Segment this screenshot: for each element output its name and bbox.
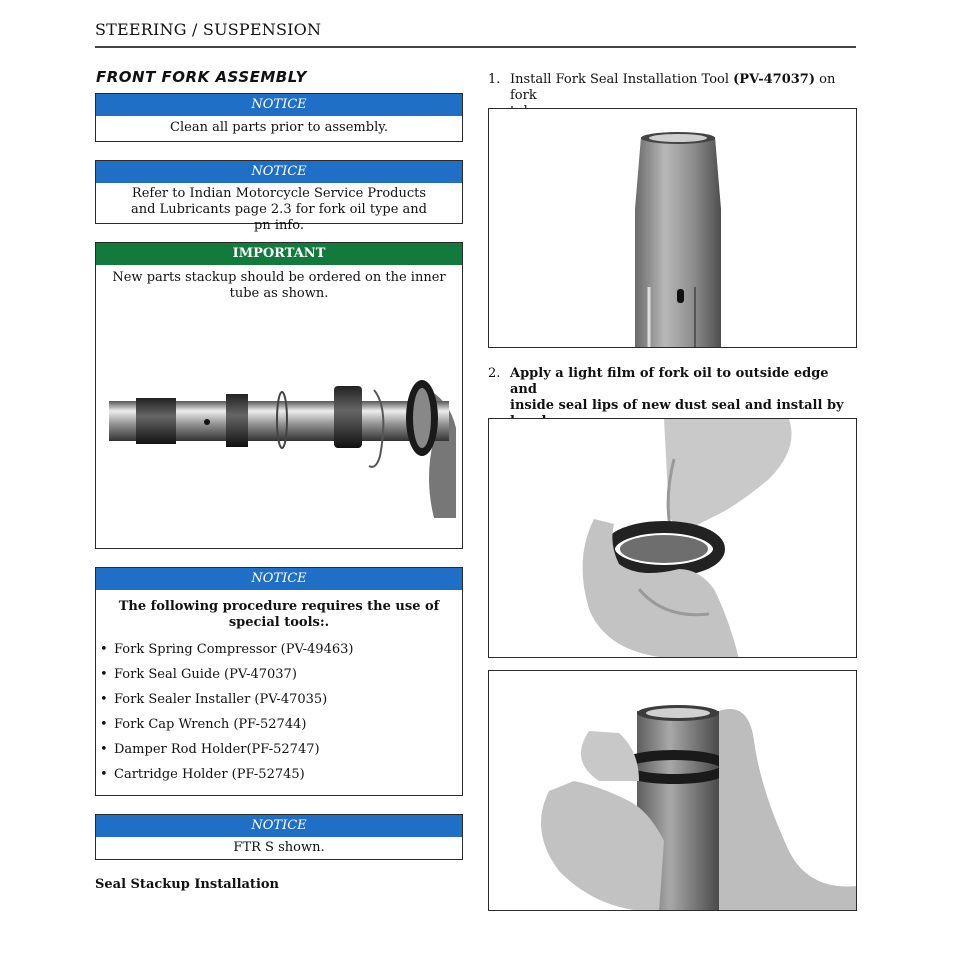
list-item: • Fork Sealer Installer (PV-47035): [100, 692, 328, 707]
notice-box-ftr: [95, 814, 463, 860]
special-tools-intro: The following procedure requires the use of special tools:.: [118, 599, 440, 630]
special-tools-list: [96, 637, 462, 787]
important-bar: IMPORTANT: [96, 243, 462, 265]
step-text: Install Fork Seal Installation Tool (PV-47037) on fork: [510, 72, 836, 103]
step-number: 2.: [488, 366, 501, 381]
list-item: • Fork Seal Guide (PV-47037): [100, 667, 297, 682]
important-text: New parts stackup should be ordered on the inner tube as shown.: [112, 270, 446, 301]
important-box: [95, 242, 463, 549]
page-header: STEERING / SUSPENSION: [95, 20, 322, 39]
notice-text: Refer to Indian Motorcycle Service Products and Lubricants page 2.3 for fork oil type and pn info.: [130, 186, 428, 233]
notice-bar: NOTICE: [96, 94, 462, 116]
notice-text: Clean all parts prior to assembly.: [170, 120, 388, 135]
parts-stackup-photo: [104, 368, 456, 518]
special-tools-box: [95, 567, 463, 796]
list-item: • Damper Rod Holder(PF-52747): [100, 742, 320, 757]
list-item: • Fork Spring Compressor (PV-49463): [100, 642, 354, 657]
notice-bar: NOTICE: [96, 161, 462, 183]
dust-seal-photo: [488, 418, 857, 658]
step-number: 1.: [488, 72, 501, 87]
step-text: Apply a light film of fork oil to outside edge and inside seal lips of new dust seal and install by: [510, 366, 844, 413]
notice-box-lubricants: [95, 160, 463, 233]
notice-text: FTR S shown.: [233, 840, 325, 855]
notice-box-clean: [95, 93, 463, 142]
step-2: [488, 366, 858, 416]
list-item: • Fork Cap Wrench (PF-52744): [100, 717, 307, 732]
list-item: • Cartridge Holder (PF-52745): [100, 767, 305, 782]
seal-tool-photo: [488, 108, 857, 348]
header-rule: [95, 46, 856, 48]
seal-install-photo: [488, 670, 857, 911]
section-title: FRONT FORK ASSEMBLY: [96, 68, 307, 86]
section-caption: Seal Stackup Installation: [95, 877, 279, 892]
notice-bar: NOTICE: [96, 815, 462, 837]
step-1: [488, 72, 858, 106]
notice-bar: NOTICE: [96, 568, 462, 590]
